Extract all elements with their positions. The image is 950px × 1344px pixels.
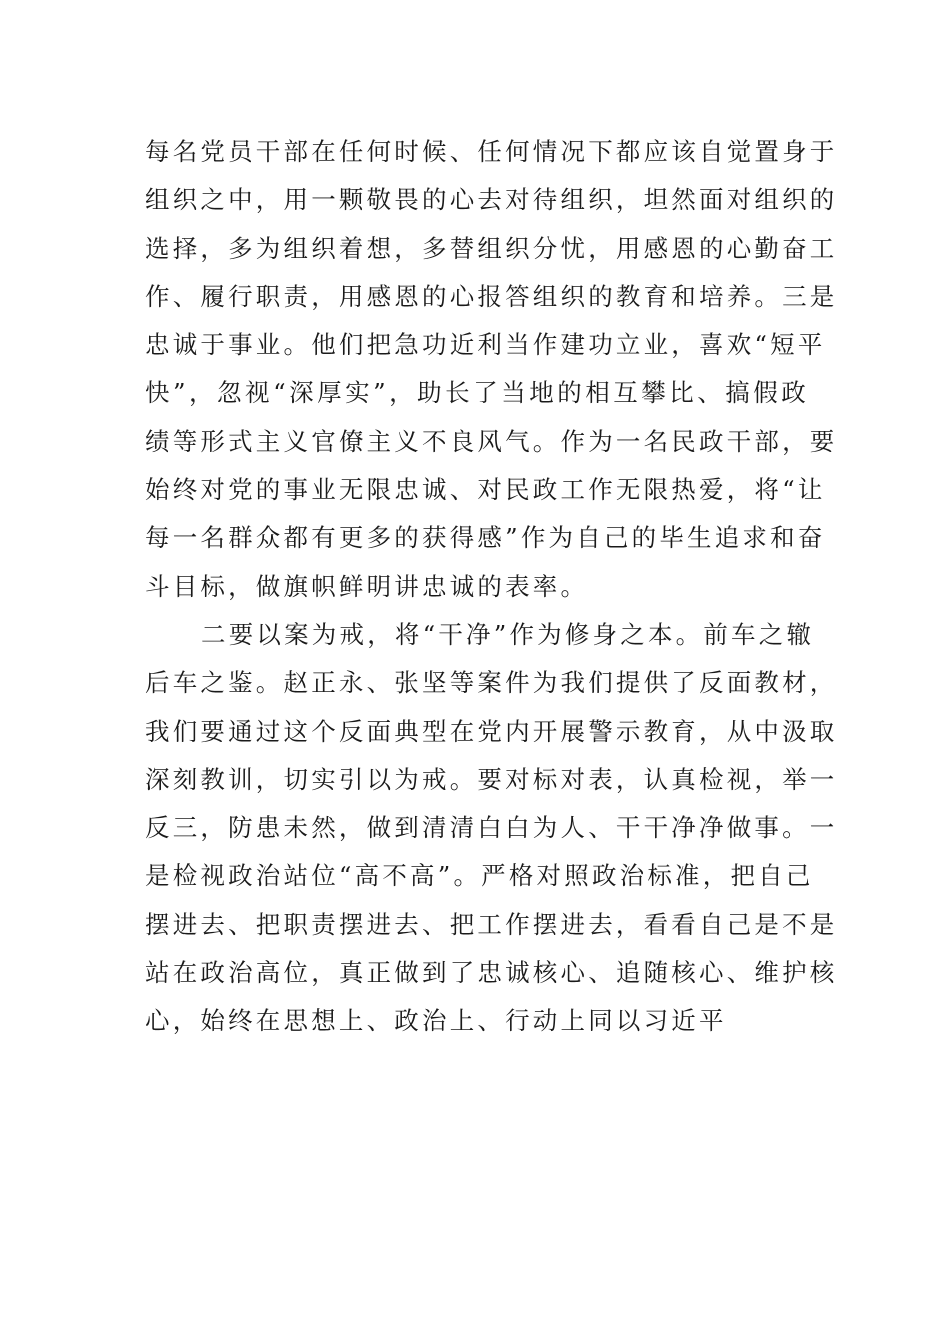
text-line: 二要以案为戒，将“干净”作为修身之本。前车之辙 [201, 619, 815, 649]
body-text [145, 128, 838, 1046]
text-line: 作、履行职责，用感恩的心报答组织的教育和培养。三是 [145, 281, 838, 311]
text-line: 忠诚于事业。他们把急功近利当作建功立业，喜欢“短平 [145, 330, 826, 360]
text-line: 后车之鉴。赵正永、张坚等案件为我们提供了反面教材， [145, 668, 838, 698]
text-line: 深刻教训，切实引以为戒。要对标对表，认真检视，举一 [145, 764, 838, 794]
text-line: 反三，防患未然，做到清清白白为人、干干净净做事。一 [145, 813, 838, 843]
text-line: 我们要通过这个反面典型在党内开展警示教育，从中汲取 [145, 716, 838, 746]
text-line: 绩等形式主义官僚主义不良风气。作为一名民政干部，要 [145, 426, 838, 456]
text-line: 斗目标，做旗帜鲜明讲忠诚的表率。 [145, 571, 589, 601]
text-line: 组织之中，用一颗敬畏的心去对待组织，坦然面对组织的 [145, 185, 838, 215]
text-line: 站在政治高位，真正做到了忠诚核心、追随核心、维护核 [145, 958, 838, 988]
text-line: 心，始终在思想上、政治上、行动上同以习近平 [145, 1006, 727, 1036]
paragraph-1 [145, 128, 838, 611]
text-line: 始终对党的事业无限忠诚、对民政工作无限热爱，将“让 [145, 475, 826, 505]
text-line: 是检视政治站位“高不高”。严格对照政治标准，把自己 [145, 861, 814, 891]
text-line: 摆进去、把职责摆进去、把工作摆进去，看看自己是不是 [145, 909, 838, 939]
text-line: 选择，多为组织着想，多替组织分忧，用感恩的心勤奋工 [145, 233, 838, 263]
text-line: 每一名群众都有更多的获得感”作为自己的毕生追求和奋 [145, 523, 826, 553]
text-line: 快”，忽视“深厚实”，助长了当地的相互攀比、搞假政 [145, 378, 809, 408]
paragraph-2 [145, 611, 838, 1046]
text-line: 每名党员干部在任何时候、任何情况下都应该自觉置身于 [145, 137, 838, 166]
